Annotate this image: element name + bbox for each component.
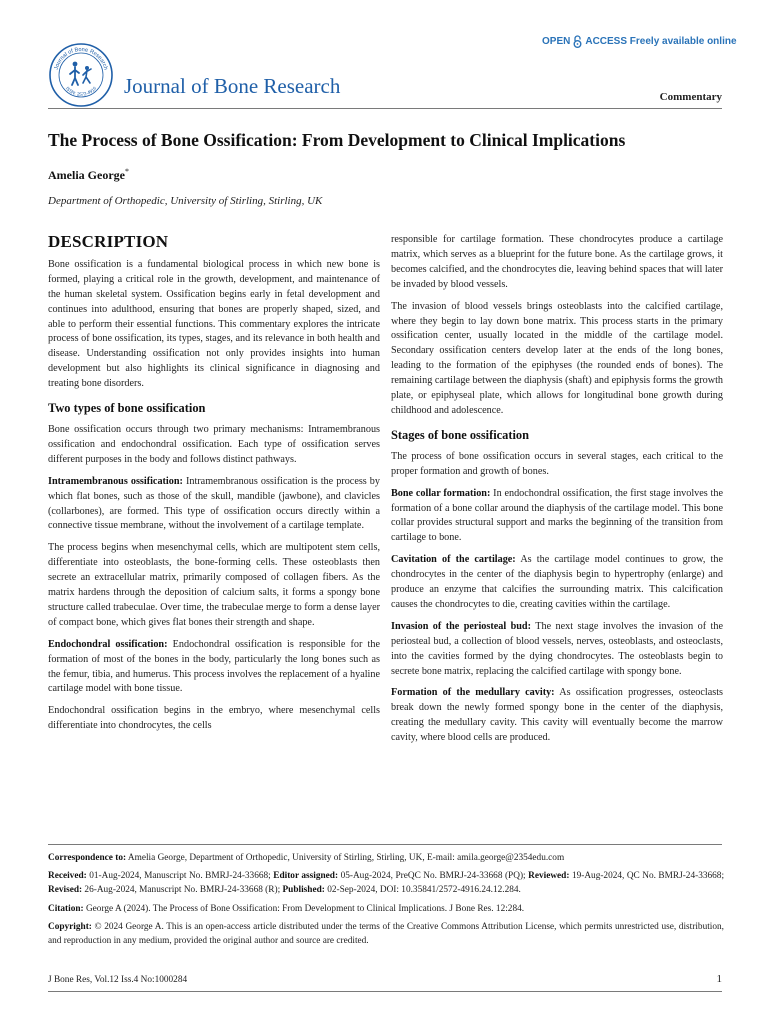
revised-text: 26-Aug-2024, Manuscript No. BMRJ-24-33668 (R); (84, 885, 281, 896)
footer-divider (48, 844, 722, 845)
types-heading: Two types of bone ossification (48, 401, 206, 416)
citation-text: George A (2024). The Process of Bone Ossification: From Development to Clinical Implications. J Bone Res. 12:284. (85, 903, 525, 914)
endochondral-begin-paragraph: Endochondral ossification begins in the embryo, where mesenchymal cells differentiate into chondrocytes, the cells (48, 705, 380, 732)
bottom-divider (48, 991, 722, 992)
copyright-text: © 2024 George A. This is an open-access article distributed under the terms of the Creative Commons Attribution License, which permits unrestricted use, distribution, and reproduction in any medium, provided the original author and source are credited. (48, 921, 724, 947)
svg-text:ISSN: 2572-4916 (65, 85, 98, 96)
logo-ring-text: Journal of Bone Research (53, 46, 109, 71)
intro-paragraph: Bone ossification is a fundamental biological process in which new bone is formed, playing a critical role in the growth, development, and maintenance of the human skeletal system. Ossification begins early in fetal development and continues into adulthood, ensuring that bones are properly shaped, sized, and able to perform their essential functions. This commentary explores the intricate process of bone ossification, its types, stages, and its relevance in both health and disease. Understanding ossification not only provides insights into human development but also highlights its clinical significance in diagnosing and treating bone disorders. (48, 258, 380, 390)
medullary-cavity-paragraph (391, 686, 723, 746)
endochondral-paragraph (48, 638, 380, 698)
author-name (48, 167, 129, 183)
endochondral-label: Endochondral ossification: (48, 638, 168, 650)
right-column (391, 233, 723, 753)
header-divider (48, 108, 722, 109)
correspondence-label: Correspondence to: (48, 853, 127, 863)
cavitation-label: Cavitation of the cartilage: (391, 554, 516, 566)
copyright-label: Copyright: (48, 921, 92, 932)
correspondence-note (48, 851, 724, 865)
received-text: 01-Aug-2024, Manuscript No. BMRJ-24-33668; (89, 871, 271, 882)
description-heading: DESCRIPTION (48, 232, 169, 251)
stages-heading: Stages of bone ossification (391, 427, 530, 442)
cavitation-paragraph (391, 553, 723, 613)
received-label: Received: (48, 871, 87, 882)
editor-label: Editor assigned: (273, 871, 339, 882)
bone-collar-text: In endochondral ossification, the first stage involves the formation of a bone collar around the diaphysis of the cartilage model. This bone collar provides structural support and marks the beginning of the transition from cartilage to bone. (391, 487, 724, 544)
editor-text: 05-Aug-2024, PreQC No. BMRJ-24-33668 (PQ); (340, 871, 526, 882)
periosteal-bud-paragraph (391, 620, 723, 680)
author-name-text: Amelia George (48, 168, 125, 182)
revised-label: Revised: (48, 885, 83, 896)
periosteal-bud-label: Invasion of the periosteal bud: (391, 620, 531, 632)
journal-logo-icon (48, 42, 114, 108)
bone-collar-paragraph (391, 487, 723, 547)
types-intro-paragraph: Bone ossification occurs through two primary mechanisms: Intramembranous ossification and endochondral ossification. Each type of ossification serves different purposes in the body and follows distinct pathways. (48, 423, 380, 465)
medullary-cavity-text: As ossification progresses, osteoclasts break down the newly formed spongy bone in the center of the diaphysis, creating the medullary cavity. This cavity will eventually become the marrow cavity, where blood cells are produced. (391, 687, 723, 744)
author-mark: * (124, 167, 129, 176)
intramembranous-label: Intramembranous ossification: (48, 475, 183, 487)
open-access-lock-icon (573, 35, 582, 48)
reviewed-text: 19-Aug-2024, QC No. BMRJ-24-33668; (571, 871, 725, 882)
left-column (48, 233, 380, 741)
invasion-paragraph: The invasion of blood vessels brings osteoblasts into the calcified cartilage, where they begin to lay down bone matrix. This process starts in the primary ossification center, usually located in the middle of the cartilage model. Secondary ossification centers develop later at the ends of the long bones, leading to the formation of the epiphyses (the rounded ends of bones). The remaining cartilage between the diaphysis (shaft) and epiphysis forms the growth plate, or epiphyseal plate, which allows for longitudinal bone growth during childhood and adolescence. (391, 300, 723, 416)
continuation-paragraph: responsible for cartilage formation. These chondrocytes produce a cartilage matrix, which serves as a blueprint for the future bone. As the cartilage grows, it becomes calcified, and the chondrocytes die, leaving behind spaces that will later be invaded by blood vessels. (391, 234, 723, 290)
periosteal-bud-text: The next stage involves the invasion of the periosteal bud, a collection of blood vessels, nerves, osteoblasts, and osteoclasts, into the cavities formed by the dying chondrocytes. The osteoblasts begin to secrete bone matrix, replacing the calcified cartilage with spongy bone. (391, 620, 723, 677)
bone-collar-label: Bone collar formation: (391, 487, 491, 499)
intramembranous-text: Intramembranous ossification is the process by which flat bones, such as those of the skull, mandible (jawbone), and clavicles (collarbones), are formed. This type of ossification occurs directly within a connective tissue membrane, without the involvement of a cartilage template. (48, 475, 380, 532)
stages-intro-paragraph: The process of bone ossification occurs in several stages, each critical to the proper formation and growth of bones. (391, 450, 723, 477)
reviewed-label: Reviewed: (528, 871, 570, 882)
correspondence-text: Amelia George, Department of Orthopedic, University of Stirling, Stirling, UK, E-mail: amila.george@2354edu.com (127, 853, 565, 863)
article-title: The Process of Bone Ossification: From Development to Clinical Implications (48, 130, 626, 150)
copyright-note (48, 920, 724, 948)
author-affiliation: Department of Orthopedic, University of Stirling, Stirling, UK (48, 195, 323, 207)
open-access-badge (542, 35, 737, 48)
logo-issn-text: ISSN: 2572-4916 (64, 85, 98, 97)
open-label: OPEN (542, 36, 571, 47)
published-text: 02-Sep-2024, DOI: 10.35841/2572-4916.24.12.284. (327, 885, 521, 896)
intramembranous-paragraph (48, 475, 380, 535)
process-paragraph: The process begins when mesenchymal cells, which are multipotent stem cells, differentiate into osteoblasts, the bone-forming cells. These osteoblasts then secrete an extracellular matrix, primarily composed of collagen fibers. As the matrix hardens through the deposition of calcium salts, it forms a spongy bone structure called trabeculae. Over time, the trabeculae merge to form a dense layer of compact bone, which gives flat bones their strength and shape. (48, 542, 380, 628)
access-label: ACCESS Freely available online (585, 36, 737, 47)
page-number: 1 (716, 973, 722, 985)
journal-title[interactable]: Journal of Bone Research (124, 74, 341, 98)
cavitation-text: As the cartilage model continues to grow, the chondrocytes in the center of the diaphysis begin to hypertrophy (enlarge) and produce an enzyme that calcifies the surrounding matrix. This calcification causes the chondrocytes to die, creating cavities within the cartilage. (391, 554, 724, 610)
running-footer: J Bone Res, Vol.12 Iss.4 No:1000284 (48, 975, 188, 985)
published-label: Published: (282, 885, 325, 896)
medullary-cavity-label: Formation of the medullary cavity: (391, 687, 555, 699)
dates-note (48, 869, 724, 897)
citation-note (48, 902, 724, 916)
citation-label: Citation: (48, 903, 84, 914)
article-type: Commentary (659, 91, 722, 103)
footer-notes (48, 851, 724, 952)
endochondral-text: Endochondral ossification is responsible for the formation of most of the bones in the body, particularly the long bones such as the femur, tibia, and humerus. This process involves the replacement of a hyaline cartilage model with bone tissue. (48, 638, 381, 695)
